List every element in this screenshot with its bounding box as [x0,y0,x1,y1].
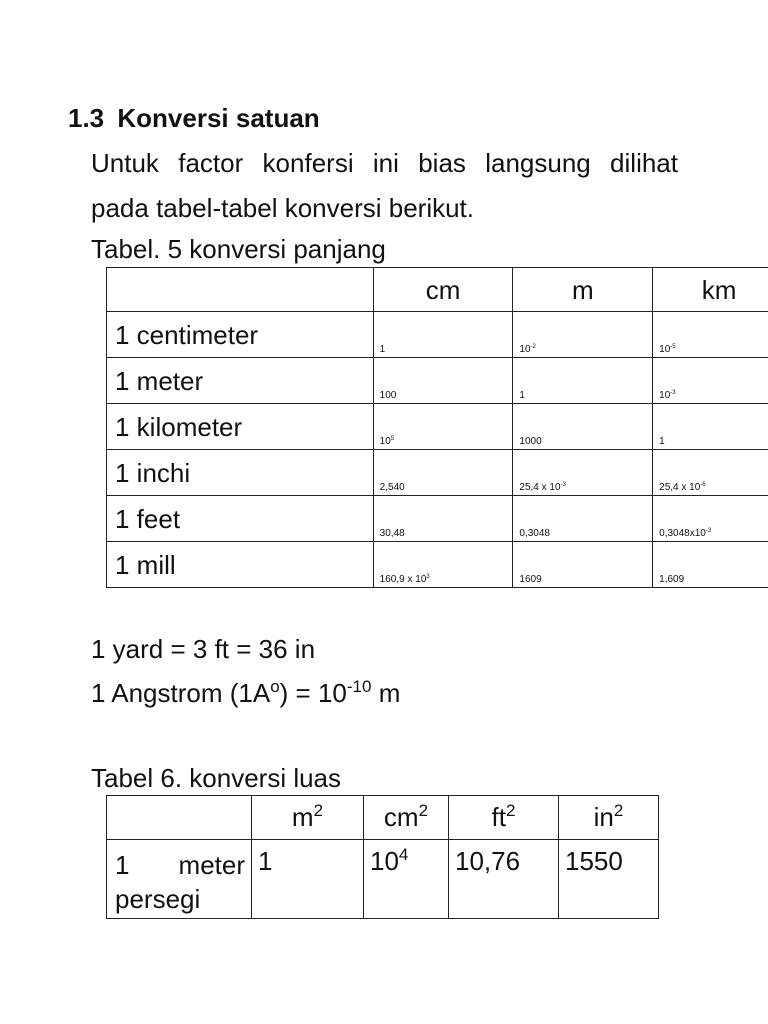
header-cm: cm [373,268,513,312]
header-m: m [513,268,653,312]
cell-cm: 1 [373,312,513,358]
cell-km: $10^{-3}$ [653,358,768,404]
cell-m: 0,3048 [513,496,653,542]
row-label: 1 meter persegi [107,840,252,919]
header-km: km [653,268,768,312]
header-cm2: $cm^2$ [364,796,449,840]
section-number: 1.3 [68,103,105,133]
table-row [107,404,768,450]
header-ft2: $ft^2$ [449,796,559,840]
section-title: Konversi satuan [117,103,320,133]
area-conversion-table [106,795,659,919]
section-heading [68,103,320,134]
cell-m: 1000 [513,404,653,450]
cell-cm: 30,48 [373,496,513,542]
cell-m: 1609 [513,542,653,588]
table-row [107,542,768,588]
row-label: 1 kilometer [107,404,374,450]
row-label: 1 mill [107,542,374,588]
cell-m: 25,4 x $10^{-3}$ [513,450,653,496]
row-label: 1 feet [107,496,374,542]
cell-m2: 1 [252,840,364,919]
row-label: 1 inchi [107,450,374,496]
cell-m: $10^{-2}$ [513,312,653,358]
cell-km: $10^{-5}$ [653,312,768,358]
row-label: 1 meter [107,358,374,404]
cell-cm: 2,540 [373,450,513,496]
cell-km: 1 [653,404,768,450]
table-row [107,840,659,919]
cell-cm: 100 [373,358,513,404]
cell-km: 1,609 [653,542,768,588]
cell-m: 1 [513,358,653,404]
table6-caption: Tabel 6. konversi luas [91,763,342,793]
cell-km: 25,4 x $10^{-6}$ [653,450,768,496]
table-header-row [107,268,768,312]
header-m2: $m^2$ [252,796,364,840]
table5-caption: Tabel. 5 konversi panjang [91,234,386,264]
table-row [107,496,768,542]
table-row [107,450,768,496]
cell-cm: 160,9 x $10^3$ [373,542,513,588]
table-row [107,358,768,404]
header-in2: $in^2$ [559,796,659,840]
table-corner-cell [107,796,252,840]
row-label: 1 centimeter [107,312,374,358]
cell-km: $0,3048x10^{-3}$ [653,496,768,542]
yard-note: 1 yard = 3 ft = 36 in [91,634,316,664]
table-row [107,312,768,358]
length-conversion-table [106,267,768,588]
cell-ft2: 10,76 [449,840,559,919]
cell-cm2: $10^4$ [364,840,449,919]
table-corner-cell [107,268,374,312]
cell-in2: 1550 [559,840,659,919]
table-header-row [107,796,659,840]
intro-line-2: pada tabel-tabel konversi berikut. [91,193,475,223]
angstrom-note: 1 Angstrom $(1A^o) = 10^{-10}$ m [91,677,401,708]
cell-cm: $10^5$ [373,404,513,450]
intro-line-1: Untuk factor konfersi ini bias langsung dilihat [91,148,678,178]
